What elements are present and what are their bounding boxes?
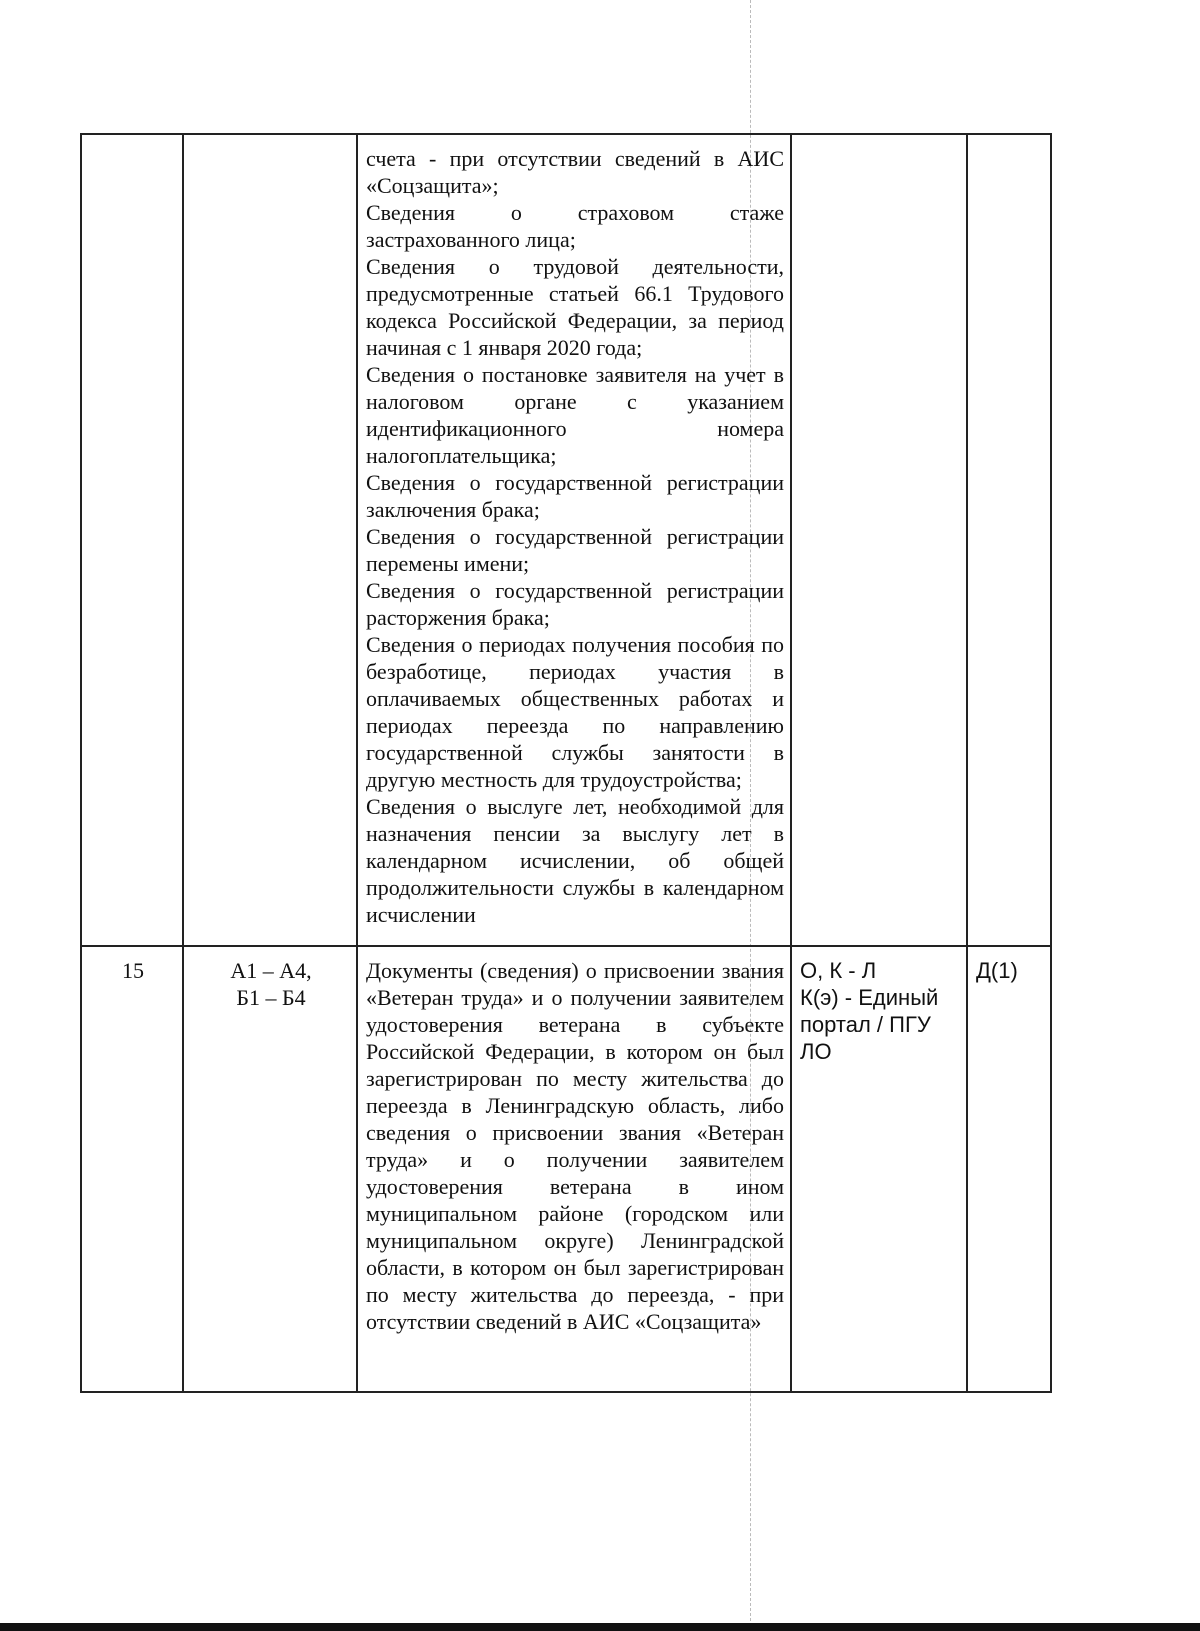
codes-cell xyxy=(183,946,357,1392)
list-item: Сведения о трудовой деятельности, предусмотренные статьей 66.1 Трудового кодекса Российской Федерации, за период начиная с 1 января 2020 года; xyxy=(366,254,784,360)
method-cell xyxy=(791,134,967,946)
scan-bottom-edge xyxy=(0,1623,1200,1631)
list-item: счета - при отсутствии сведений в АИС «Соцзащита»; xyxy=(366,146,784,198)
document-description-cell xyxy=(357,946,791,1392)
documents-list-cell xyxy=(357,134,791,946)
codes-line: А1 – А4, xyxy=(230,958,312,983)
note-cell xyxy=(967,134,1051,946)
method-line: К(э) - Единый портал / ПГУ ЛО xyxy=(800,985,939,1064)
method-cell xyxy=(791,946,967,1392)
method-line: О, К - Л xyxy=(800,958,877,983)
list-item: Сведения о государственной регистрации расторжения брака; xyxy=(366,578,784,630)
row-number-cell: 15 xyxy=(81,946,183,1392)
document-description: Документы (сведения) о присвоении звания «Ветеран труда» и о получении заявителем удостоверения ветерана в субъекте Российской Федерации, в котором он был зарегистрирован по месту жительства до переезда в Ленинградскую область, либо сведения о присвоении звания «Ветеран труда» и о получении заявителем удостоверения ветерана в ином муниципальном районе (городском или муниципальном округе) Ленинградской области, в котором он был зарегистрирован по месту жительства до переезда, - при отсутствии сведений в АИС «Соцзащита» xyxy=(366,958,784,1334)
table-row xyxy=(81,134,1051,946)
codes-line: Б1 – Б4 xyxy=(236,985,306,1010)
list-item: Сведения о постановке заявителя на учет в налоговом органе с указанием идентификационного номера налогоплательщика; xyxy=(366,362,784,468)
codes-cell xyxy=(183,134,357,946)
list-item: Сведения о государственной регистрации перемены имени; xyxy=(366,524,784,576)
list-item: Сведения о выслуге лет, необходимой для назначения пенсии за выслугу лет в календарном исчислении, об общей продолжительности службы в календарном исчислении xyxy=(366,794,784,927)
note-cell: Д(1) xyxy=(967,946,1051,1392)
row-number-cell xyxy=(81,134,183,946)
list-item: Сведения о страховом стаже застрахованного лица; xyxy=(366,200,784,252)
list-item: Сведения о периодах получения пособия по безработице, периодах участия в оплачиваемых общественных работах и периодах переезда по направлению государственной службы занятости в другую местность для трудоустройства; xyxy=(366,632,784,792)
documents-table xyxy=(80,133,1052,1393)
table-row xyxy=(81,946,1051,1392)
list-item: Сведения о государственной регистрации заключения брака; xyxy=(366,470,784,522)
